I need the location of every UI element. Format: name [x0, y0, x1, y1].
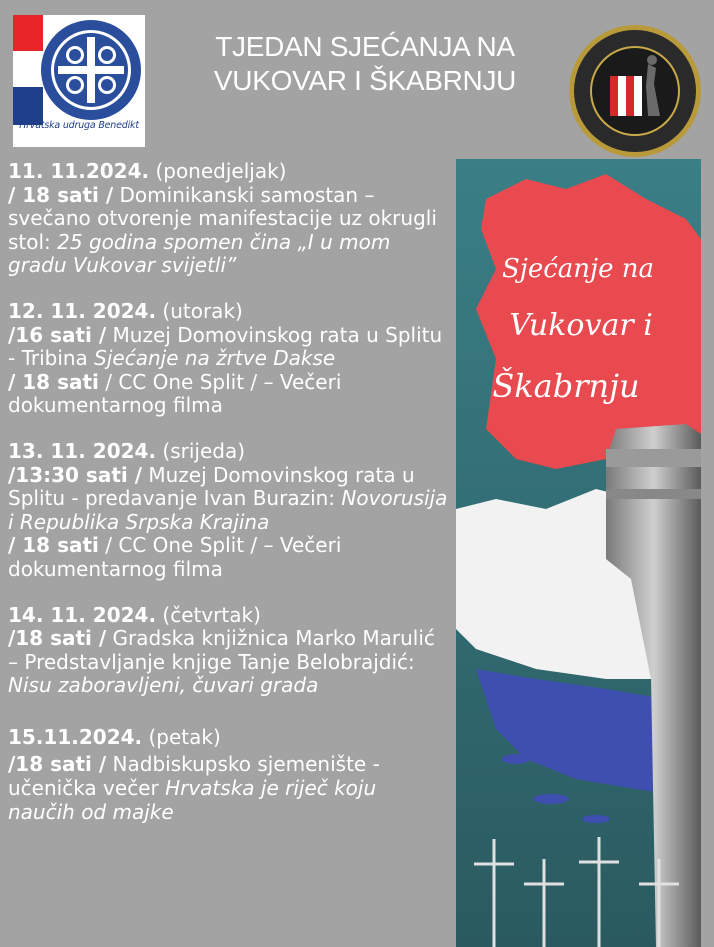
- event-item: /13:30 sati / Muzej Domovinskog rata u Splitu - predavanje Ivan Burazin: Novorusija i Republika Srpska Krajina: [8, 462, 448, 534]
- day-heading: 14. 11. 2024. (četvrtak): [8, 602, 261, 627]
- benedikt-logo: [13, 15, 145, 147]
- day-heading: 12. 11. 2024. (utorak): [8, 298, 243, 323]
- page-title: [190, 30, 540, 98]
- event-item: / 18 sati / Dominikanski samostan – svečano otvorenje manifestacije uz okrugli stol: 25 godina spomen čina „I u mom gradu Vukovar svijetli”: [8, 182, 437, 278]
- event-item: / 18 sati / CC One Split / – Večeri dokumentarnog filma: [8, 533, 342, 581]
- logo-caption: Hrvatska udruga Benedikt: [19, 120, 139, 131]
- poster-line-1: Sjećanje na: [501, 254, 655, 284]
- day-heading: 11. 11.2024. (ponedjeljak): [8, 159, 287, 183]
- day-heading: 15.11.2024. (petak): [8, 724, 221, 749]
- event-item: /16 sati / Muzej Domovinskog rata u Splitu - Tribina Sjećanje na žrtve Dakse: [8, 322, 443, 371]
- title-line-1: TJEDAN SJEĆANJA NA: [215, 31, 515, 62]
- title-line-2: VUKOVAR I ŠKABRNJU: [213, 65, 517, 96]
- benedict-medal-icon: [13, 15, 145, 125]
- poster-line-3: Škabrnju: [492, 367, 640, 405]
- commemoration-poster: [456, 159, 701, 947]
- poster-line-2: Vukovar i: [509, 308, 653, 343]
- day-block: [8, 300, 448, 418]
- day-block: [8, 726, 448, 824]
- day-block: [8, 440, 448, 582]
- museum-logo-icon: [568, 24, 702, 158]
- event-schedule: [8, 160, 448, 846]
- event-item: /18 sati / Gradska knjižnica Marko Marulić – Predstavljanje knjige Tanje Belobrajdić: Nisu zaboravljeni, čuvari grada: [8, 626, 435, 698]
- day-block: [8, 604, 448, 698]
- day-heading: 13. 11. 2024. (srijeda): [8, 438, 246, 463]
- day-block: [8, 160, 448, 278]
- event-item: /18 sati / Nadbiskupsko sjemenište - učenička večer Hrvatska je riječ koju naučih od majke: [8, 752, 380, 824]
- event-item: / 18 sati / CC One Split / – Večeri dokumentarnog filma: [8, 369, 342, 418]
